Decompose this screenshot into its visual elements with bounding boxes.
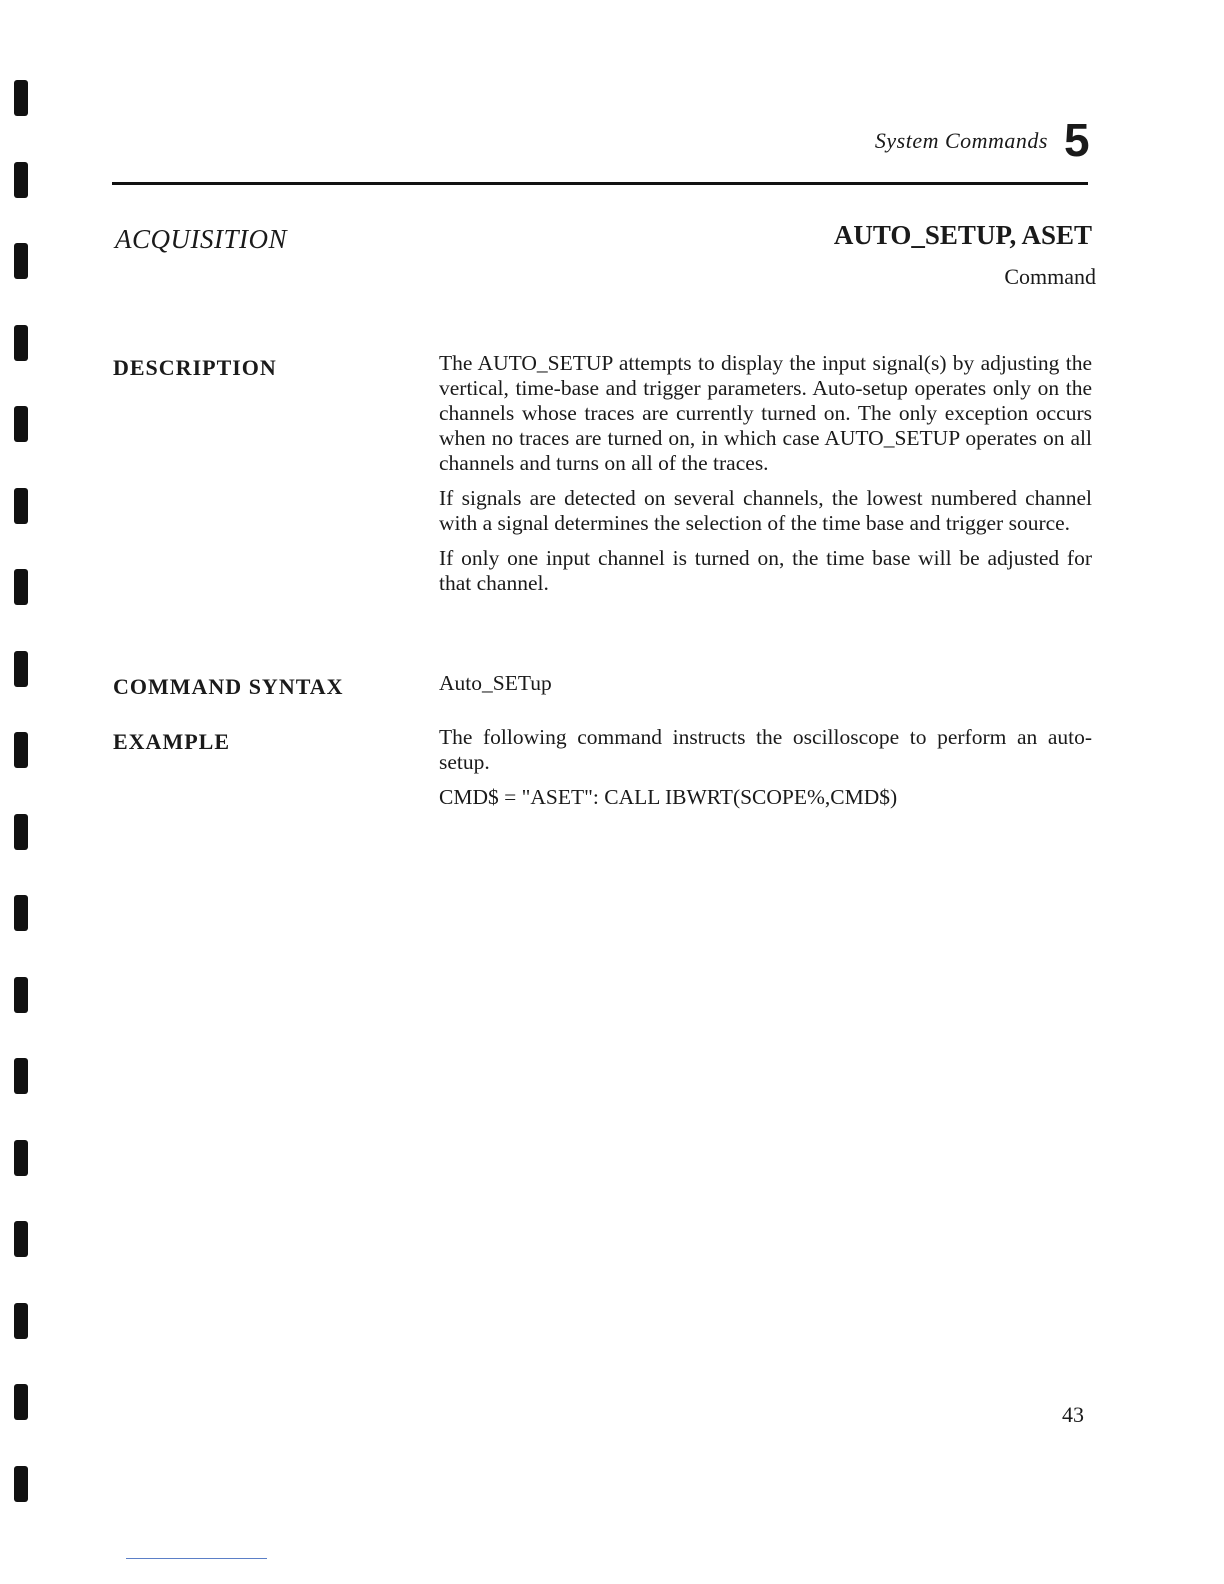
punch-hole <box>14 1140 28 1176</box>
page-number: 43 <box>1062 1402 1084 1427</box>
punch-hole <box>14 1384 28 1420</box>
example-label: EXAMPLE <box>113 729 230 754</box>
punch-hole <box>14 651 28 687</box>
punch-hole <box>14 977 28 1013</box>
description-paragraph: If signals are detected on several channels, the lowest numbered channel with a signal determines the selection of the time base and trigger source. <box>439 486 1092 535</box>
section-label: ACQUISITION <box>115 224 287 254</box>
punch-hole <box>14 1221 28 1257</box>
command-name: AUTO_SETUP, ASET <box>833 220 1092 250</box>
punch-hole <box>14 488 28 524</box>
syntax-text: Auto_SETup <box>439 671 552 695</box>
punch-hole <box>14 1058 28 1094</box>
command-type: Command <box>1004 264 1096 289</box>
punch-hole <box>14 406 28 442</box>
header-rule <box>112 182 1088 185</box>
punch-hole <box>14 162 28 198</box>
running-header-title: System Commands <box>874 128 1048 153</box>
description-paragraph: The AUTO_SETUP attempts to display the input signal(s) by adjusting the vertical, time-base and trigger parameters. Auto-setup operates only on the channels whose traces are currently turned on. The only exception occurs when no traces are turned on, in which case AUTO_SETUP operates on all channels and turns on all of the traces. <box>439 351 1092 475</box>
punch-hole <box>14 814 28 850</box>
punch-hole <box>14 1466 28 1502</box>
description-paragraph: If only one input channel is turned on, the time base will be adjusted for that channel. <box>439 546 1092 595</box>
example-code: CMD$ = "ASET": CALL IBWRT(SCOPE%,CMD$) <box>439 785 898 809</box>
syntax-label: COMMAND SYNTAX <box>113 674 344 699</box>
example-text: The following command instructs the oscilloscope to perform an auto-setup. <box>439 725 1092 774</box>
example-body <box>439 725 1092 810</box>
description-label: DESCRIPTION <box>113 355 277 380</box>
chapter-number: 5 <box>1064 114 1090 166</box>
punch-hole <box>14 569 28 605</box>
punch-hole <box>14 325 28 361</box>
description-body <box>439 351 1092 606</box>
syntax-body <box>439 671 1092 696</box>
punch-hole <box>14 80 28 116</box>
footer-rule <box>126 1558 267 1559</box>
punch-hole <box>14 1303 28 1339</box>
punch-hole <box>14 895 28 931</box>
punch-hole <box>14 243 28 279</box>
punch-hole <box>14 732 28 768</box>
